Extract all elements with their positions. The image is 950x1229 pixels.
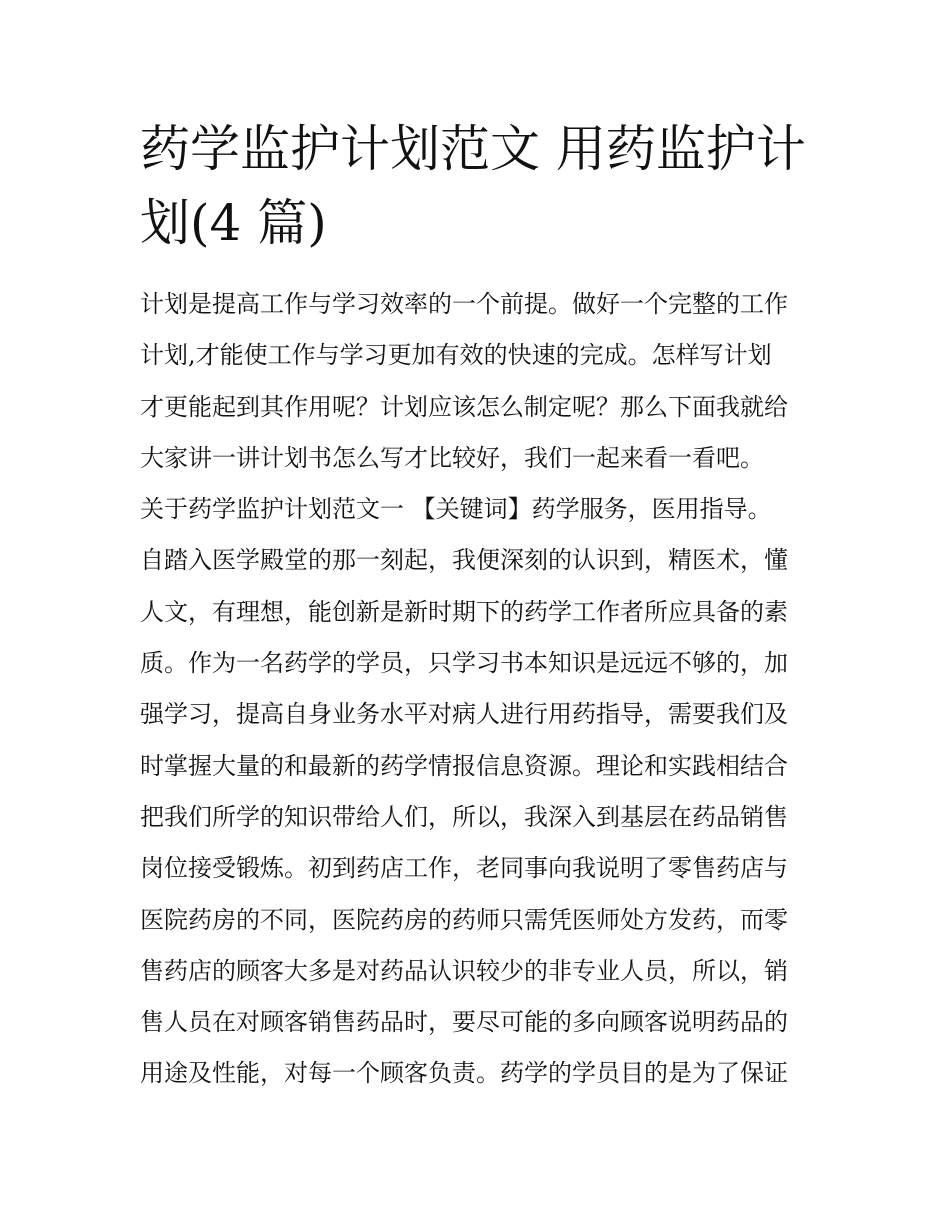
- title-line-2: 划(4 篇): [140, 194, 327, 252]
- body-line: 才更能起到其作用呢？计划应该怎么制定呢？那么下面我就给: [140, 392, 788, 421]
- body-line: 强学习，提高自身业务水平对病人进行用药指导，需要我们及: [140, 700, 788, 729]
- body-line: 医院药房的不同，医院药房的药师只需凭医师处方发药，而零: [140, 905, 788, 934]
- section-heading-line: 关于药学监护计划范文一 【关键词】药学服务，医用指导。: [140, 495, 772, 524]
- body-line: 质。作为一名药学的学员，只学习书本知识是远远不够的，加: [140, 649, 788, 678]
- body-line: 计划是提高工作与学习效率的一个前提。做好一个完整的工作: [140, 290, 788, 318]
- body-line: 自踏入医学殿堂的那一刻起，我便深刻的认识到，精医术，懂: [140, 546, 788, 575]
- body-line: 计划,才能使工作与学习更加有效的快速的完成。怎样写计划: [140, 341, 772, 370]
- body-line: 大家讲一讲计划书怎么写才比较好，我们一起来看一看吧。: [140, 443, 764, 472]
- page-title: [140, 112, 820, 260]
- body-line: 岗位接受锻炼。初到药店工作，老同事向我说明了零售药店与: [140, 854, 788, 883]
- title-line-1: 药学监护计划范文 用药监护计: [140, 120, 806, 178]
- body-text: [140, 279, 830, 1100]
- body-line: 售人员在对顾客销售药品时，要尽可能的多向顾客说明药品的: [140, 1008, 788, 1037]
- body-line: 时掌握大量的和最新的药学情报信息资源。理论和实践相结合: [140, 751, 788, 780]
- body-line: 用途及性能，对每一个顾客负责。药学的学员目的是为了保证: [140, 1059, 788, 1088]
- body-line: 把我们所学的知识带给人们，所以，我深入到基层在药品销售: [140, 802, 788, 831]
- body-line: 售药店的顾客大多是对药品认识较少的非专业人员，所以，销: [140, 956, 788, 985]
- body-line: 人文，有理想，能创新是新时期下的药学工作者所应具备的素: [140, 597, 788, 626]
